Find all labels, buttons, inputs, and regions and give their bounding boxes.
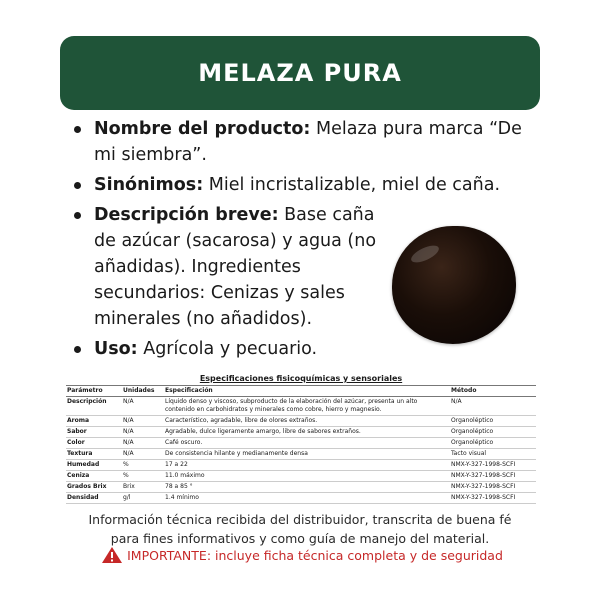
warning-line — [92, 546, 512, 564]
cell-units: g/l — [122, 493, 164, 504]
cell-units: % — [122, 471, 164, 482]
spec-table-body — [66, 397, 536, 504]
column-header: Especificación — [164, 386, 450, 397]
cell-specification: Líquido denso y viscoso, subproducto de la elaboración del azúcar, presenta un alto contenido en carbohidratos y minerales como cobre, hierro y magnesio. — [164, 397, 450, 416]
table-row — [66, 427, 536, 438]
bullet-text: Base caña de azúcar (sacarosa) y agua (no añadidas). Ingredientes secundarios: Cenizas y sales minerales (no añadidos). — [94, 205, 377, 329]
table-row — [66, 449, 536, 460]
cell-specification: Agradable, dulce ligeramente amargo, libre de sabores extraños. — [164, 427, 450, 438]
cell-specification: Café oscuro. — [164, 438, 450, 449]
cell-specification: 1.4 mínimo — [164, 493, 450, 504]
table-row — [66, 460, 536, 471]
footer-note-line: Información técnica recibida del distribuidor, transcrita de buena fé — [88, 512, 512, 527]
cell-units: N/A — [122, 438, 164, 449]
bullet-text: Agrícola y pecuario. — [137, 339, 318, 359]
molasses-image — [392, 226, 516, 344]
cell-specification: Característico, agradable, libre de olores extraños. — [164, 416, 450, 427]
cell-method: N/A — [450, 397, 536, 416]
cell-specification: 78 a 85 ° — [164, 482, 450, 493]
bullet-label: Descripción breve: — [94, 205, 279, 225]
cell-method: NMX-Y-327-1998-SCFI — [450, 460, 536, 471]
alert-icon — [101, 546, 123, 564]
table-row — [66, 416, 536, 427]
table-row — [66, 397, 536, 416]
bullet-text: Miel incristalizable, miel de caña. — [203, 175, 501, 195]
warning-text: IMPORTANTE: incluye ficha técnica completa y de seguridad — [127, 547, 503, 563]
cell-parameter: Descripción — [66, 397, 122, 416]
table-header-row — [66, 386, 536, 397]
page-title: MELAZA PURA — [198, 59, 402, 87]
cell-method: Organoléptico — [450, 438, 536, 449]
footer-note-line: para fines informativos y como guía de manejo del material. — [110, 531, 490, 546]
cell-method: Organoléptico — [450, 427, 536, 438]
table-row — [66, 471, 536, 482]
footer-note — [60, 510, 540, 548]
cell-parameter: Textura — [66, 449, 122, 460]
spec-table — [66, 386, 536, 504]
cell-specification: 17 a 22 — [164, 460, 450, 471]
cell-method: NMX-Y-327-1998-SCFI — [450, 482, 536, 493]
spec-table-title: Especificaciones fisicoquímicas y sensoriales — [66, 374, 536, 386]
table-row — [66, 438, 536, 449]
cell-parameter: Grados Brix — [66, 482, 122, 493]
cell-parameter: Humedad — [66, 460, 122, 471]
list-item-description — [72, 202, 382, 332]
column-header: Unidades — [122, 386, 164, 397]
table-row — [66, 482, 536, 493]
spec-table-section — [66, 374, 536, 504]
cell-method: Organoléptico — [450, 416, 536, 427]
title-banner — [60, 36, 540, 110]
table-row — [66, 493, 536, 504]
list-item-synonyms — [72, 172, 542, 198]
bullet-text: Melaza pura marca “De mi siembra”. — [94, 119, 522, 165]
column-header: Parámetro — [66, 386, 122, 397]
column-header: Método — [450, 386, 536, 397]
bullet-label: Sinónimos: — [94, 175, 204, 195]
cell-units: N/A — [122, 416, 164, 427]
cell-parameter: Sabor — [66, 427, 122, 438]
cell-units: Brix — [122, 482, 164, 493]
cell-units: N/A — [122, 397, 164, 416]
cell-specification: De consistencia hilante y medianamente densa — [164, 449, 450, 460]
list-item-product-name — [72, 116, 542, 168]
cell-specification: 11.0 máximo — [164, 471, 450, 482]
cell-parameter: Ceniza — [66, 471, 122, 482]
bullet-label: Uso: — [94, 339, 138, 359]
molasses-shine — [409, 242, 441, 266]
cell-parameter: Aroma — [66, 416, 122, 427]
cell-parameter: Densidad — [66, 493, 122, 504]
cell-units: % — [122, 460, 164, 471]
cell-units: N/A — [122, 449, 164, 460]
bullet-label: Nombre del producto: — [94, 119, 311, 139]
cell-method: NMX-Y-327-1998-SCFI — [450, 471, 536, 482]
cell-parameter: Color — [66, 438, 122, 449]
cell-method: Tacto visual — [450, 449, 536, 460]
cell-method: NMX-Y-327-1998-SCFI — [450, 493, 536, 504]
cell-units: N/A — [122, 427, 164, 438]
